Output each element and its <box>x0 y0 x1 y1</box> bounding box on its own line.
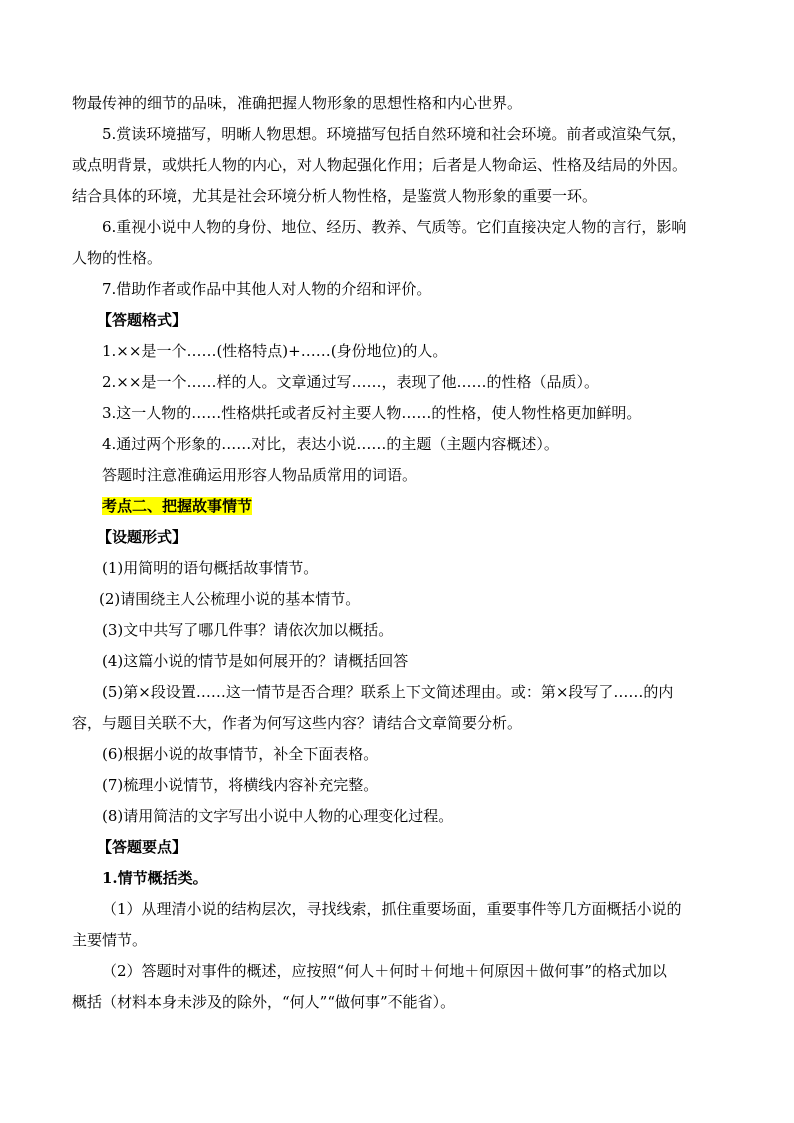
answer-point-2-line-2: 概括（材料本身未涉及的除外，“何人”“做何事”不能省）。 <box>72 993 456 1011</box>
question-form-3: (3)文中共写了哪几件事？请依次加以概括。 <box>102 621 394 639</box>
question-form-5-line-1: (5)第×段设置……这一情节是否合理？联系上下文简述理由。或：第×段写了……的内 <box>102 683 674 701</box>
answer-format-heading: 【答题格式】 <box>97 311 188 329</box>
question-form-1: (1)用简明的语句概括故事情节。 <box>102 559 319 577</box>
format-item-2: 2.××是一个……样的人。文章通过写……，表现了他……的性格（品质）。 <box>102 373 599 391</box>
question-forms-heading: 【设题形式】 <box>97 528 188 546</box>
format-note: 答题时注意准确运用形容人物品质常用的词语。 <box>102 466 418 484</box>
answer-points-sub-1: 1.情节概括类。 <box>102 869 208 887</box>
section-title-kaodian-2 <box>72 491 724 522</box>
paragraph-character-detail: 物最传神的细节的品味，准确把握人物形象的思想性格和内心世界。 <box>72 94 523 112</box>
paragraph-6-line-2: 人物的性格。 <box>72 249 163 267</box>
answer-point-2-line-1: （2）答题时对事件的概述，应按照“何人＋何时＋何地＋何原因＋做何事”的格式加以 <box>102 962 667 980</box>
paragraph-5-line-3: 结合具体的环境，尤其是社会环境分析人物性格，是鉴赏人物形象的重要一环。 <box>72 187 598 205</box>
question-form-8: (8)请用简洁的文字写出小说中人物的心理变化过程。 <box>102 807 454 825</box>
paragraph-7: 7.借助作者或作品中其他人对人物的介绍和评价。 <box>102 280 432 298</box>
answer-point-1-line-1: （1）从理清小说的结构层次，寻找线索，抓住重要场面，重要事件等几方面概括小说的 <box>102 900 682 918</box>
format-item-3: 3.这一人物的……性格烘托或者反衬主要人物……的性格，使人物性格更加鲜明。 <box>102 404 642 422</box>
question-form-4: (4)这篇小说的情节是如何展开的？请概括回答 <box>102 652 409 670</box>
question-form-6: (6)根据小说的故事情节，补全下面表格。 <box>102 745 379 763</box>
paragraph-6-line-1: 6.重视小说中人物的身份、地位、经历、教养、气质等。它们直接决定人物的言行，影响 <box>102 218 687 236</box>
format-item-4: 4.通过两个形象的……对比，表达小说……的主题（主题内容概述）。 <box>102 435 559 453</box>
question-form-2: (2)请围绕主人公梳理小说的基本情节。 <box>99 590 361 608</box>
answer-points-heading: 【答题要点】 <box>97 838 188 856</box>
paragraph-5-line-2: 或点明背景，或烘托人物的内心，对人物起强化作用；后者是人物命运、性格及结局的外因。 <box>72 156 688 174</box>
answer-point-1-line-2: 主要情节。 <box>72 931 148 949</box>
question-form-7: (7)梳理小说情节，将横线内容补充完整。 <box>102 776 379 794</box>
paragraph-5-line-1: 5.赏读环境描写，明晰人物思想。环境描写包括自然环境和社会环境。前者或渲染气氛， <box>102 125 687 143</box>
question-form-5-line-2: 容，与题目关联不大，作者为何写这些内容？请结合文章简要分析。 <box>72 714 523 732</box>
highlighted-section-title: 考点二、把握故事情节 <box>102 497 253 515</box>
document-page <box>72 88 724 1018</box>
format-item-1: 1.××是一个……(性格特点)+……(身份地位)的人。 <box>102 342 448 360</box>
